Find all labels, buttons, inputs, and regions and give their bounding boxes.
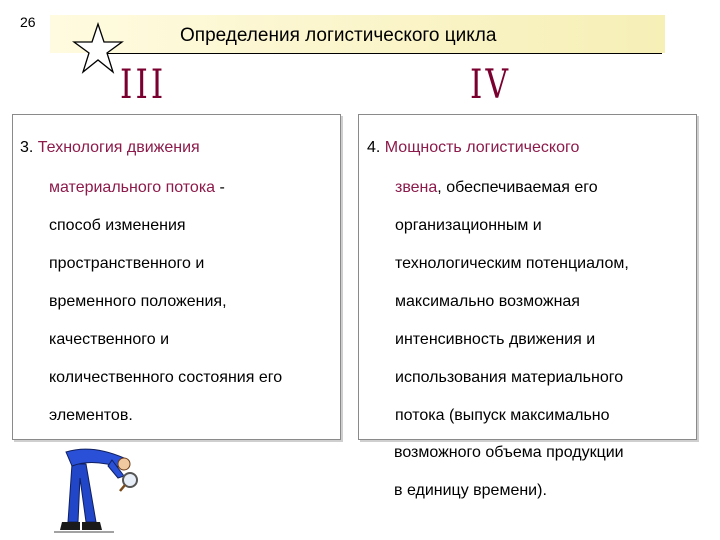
definition-line: временного положения, — [49, 293, 227, 310]
definition-line: потока (выпуск максимально — [395, 407, 610, 424]
term-highlight: материального потока — [49, 179, 216, 196]
definition-line: технологическим потенциалом, — [395, 255, 629, 272]
roman-numeral-right: IV — [470, 62, 512, 108]
definition-box-left — [12, 114, 341, 440]
star-icon — [72, 22, 124, 76]
definition-line: в единицу времени). — [394, 482, 547, 499]
item-number: 4. — [367, 139, 385, 156]
definition-line: пространственного и — [49, 255, 205, 272]
page-number: 26 — [20, 14, 36, 30]
definition-heading-right — [367, 139, 579, 157]
definition-line: использования материального — [395, 369, 624, 386]
definition-line — [395, 179, 598, 197]
definition-line: максимально возможная — [395, 293, 580, 310]
definition-line: элементов. — [49, 407, 133, 424]
dash: - — [215, 179, 225, 196]
definition-heading-left — [20, 139, 200, 157]
roman-numeral-left: III — [120, 62, 167, 108]
definition-line: качественного и — [49, 331, 170, 348]
item-number: 3. — [20, 139, 38, 156]
definition-line — [49, 179, 225, 197]
title-underline — [90, 53, 662, 54]
definition-line: организационным и — [395, 217, 542, 234]
definition-box-right — [358, 114, 697, 440]
term-highlight: звена — [395, 179, 438, 196]
definition-line: интенсивность движения и — [395, 331, 596, 348]
term-highlight: Мощность логистического — [384, 139, 580, 156]
definition-line: способ изменения — [49, 217, 186, 234]
person-with-magnifier-icon — [52, 444, 144, 534]
slide-title: Определения логистического цикла — [180, 25, 497, 46]
definition-text: , обеспечиваемая его — [437, 179, 598, 196]
definition-line: возможного объема продукции — [394, 444, 624, 461]
term-highlight: Технология движения — [37, 139, 200, 156]
definition-line: количественного состояния его — [49, 369, 283, 386]
